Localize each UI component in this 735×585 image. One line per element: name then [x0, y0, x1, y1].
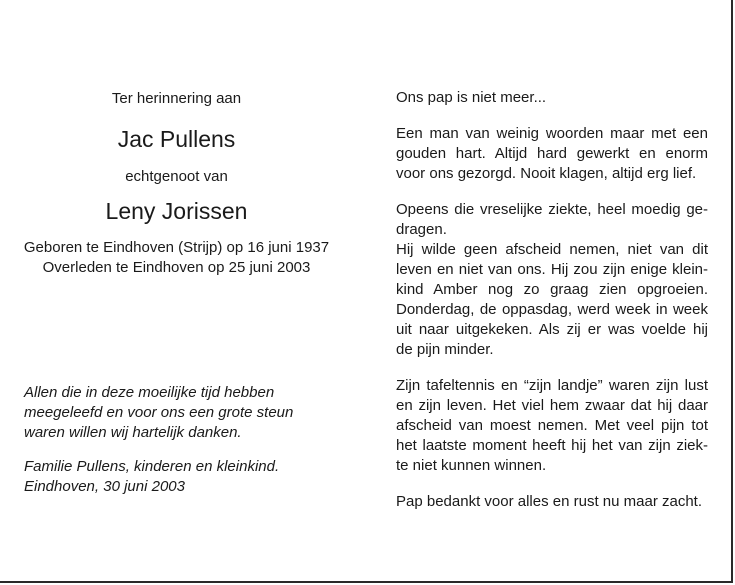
text-line: Hij wilde geen afscheid nemen, niet van dit: [396, 241, 708, 258]
text-line: en zijn leven. Het viel hem zwaar dat hij daar: [396, 397, 708, 414]
text-line: afscheid van moest nemen. Met veel pijn tot: [396, 417, 708, 434]
text-line: te niet kunnen winnen.: [396, 457, 547, 474]
text-line: Opeens die vreselijke ziekte, heel moedig ge-: [396, 201, 708, 218]
place-date: Eindhoven, 30 juni 2003: [24, 478, 185, 495]
text-line: dragen.: [396, 221, 447, 238]
text-line: uit naar uitgekeken. Als zij er was voelde hij: [396, 321, 708, 338]
text-line: de pijn minder.: [396, 341, 494, 358]
family-signature: Familie Pullens, kinderen en kleinkind.: [24, 458, 280, 475]
tribute-text: [396, 88, 708, 512]
thanks-line: waren willen wij hartelijk danken.: [24, 424, 242, 441]
birth-line: Geboren te Eindhoven (Strijp) op 16 juni 1937: [23, 239, 330, 256]
tribute-paragraph-1: [396, 124, 708, 184]
text-line: gouden hart. Altijd hard gewerkt en enorm: [396, 145, 708, 162]
opening-line: Ons pap is niet meer...: [396, 89, 547, 106]
spouse-intro-text: echtgenoot van: [125, 168, 228, 185]
thanks-line: meegeleefd en voor ons een grote steun: [24, 404, 294, 421]
spouse-name: Leny Jorissen: [105, 198, 248, 224]
text-line: leven en niet van ons. Hij zou zijn enige klein-: [396, 261, 708, 278]
death-line: Overleden te Eindhoven op 25 juni 2003: [42, 259, 311, 276]
text-line: Zijn tafeltennis en “zijn landje” waren zijn lust: [396, 377, 708, 394]
text-line: kind Amber nog zo graag zien opgroeien.: [396, 281, 708, 298]
memorial-heading: [14, 88, 339, 278]
tribute-paragraph-3: [396, 376, 708, 476]
life-dates: [14, 238, 339, 278]
text-line: voor ons gezorgd. Nooit klagen, altijd erg lief.: [396, 165, 697, 182]
text-line: het laatste moment heeft hij het van zijn ziek-: [396, 437, 708, 454]
tribute-paragraph-2: [396, 200, 708, 360]
deceased-name: Jac Pullens: [117, 126, 236, 152]
thanks-line: Allen die in deze moeilijke tijd hebben: [24, 384, 275, 401]
text-line: Een man van weinig woorden maar met een: [396, 125, 708, 142]
closing-line: Pap bedankt voor alles en rust nu maar zacht.: [396, 493, 703, 510]
thanks-note: [24, 383, 344, 497]
intro-text: Ter herinnering aan: [111, 90, 242, 107]
text-line: Donderdag, de oppasdag, werd week in week: [396, 301, 708, 318]
